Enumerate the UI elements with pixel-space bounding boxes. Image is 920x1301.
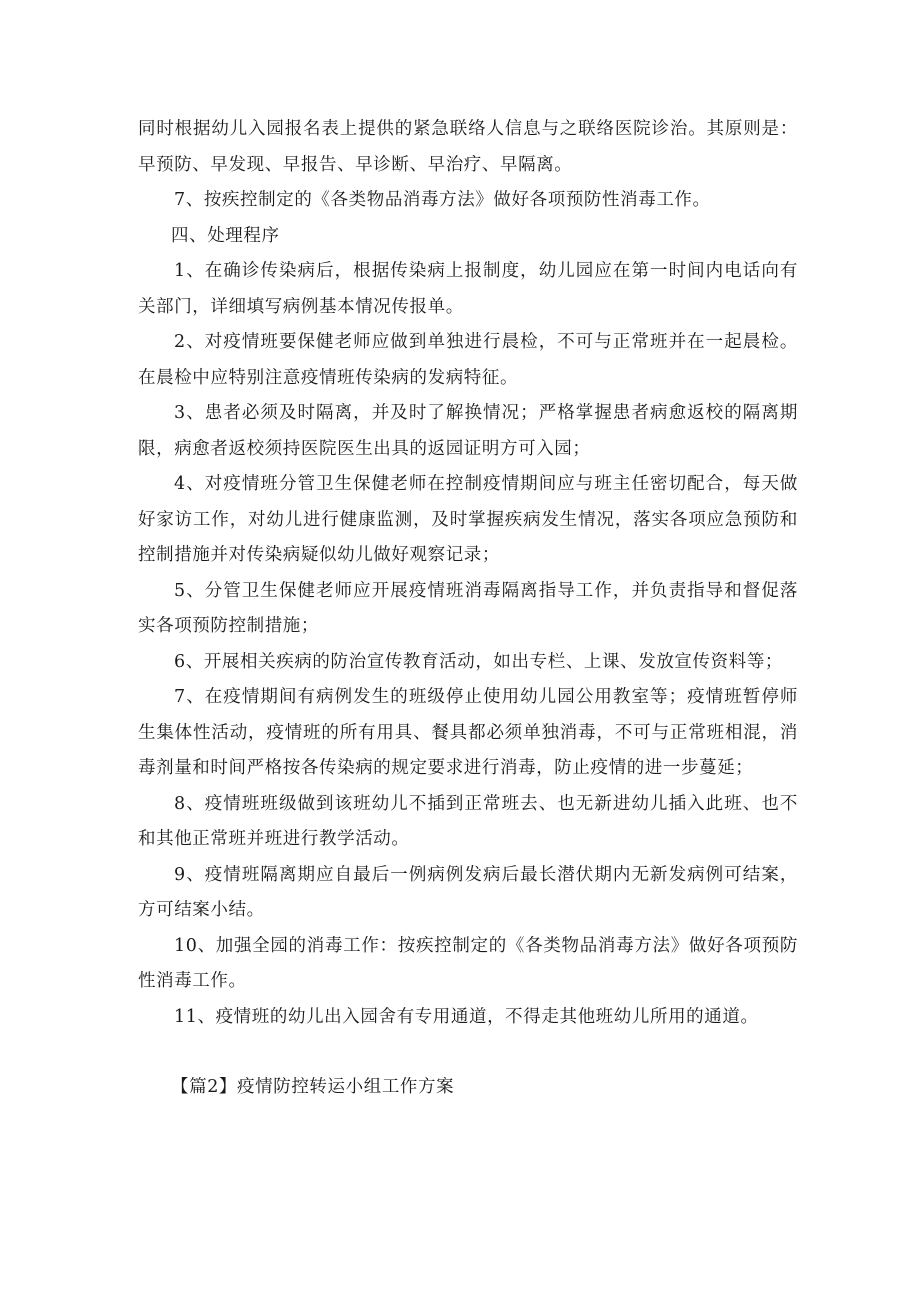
paragraph-step-3: 3、患者必须及时隔离，并及时了解换情况；严格掌握患者病愈返校的隔离期限，病愈者返校须持医院医生出具的返园证明方可入园；	[138, 403, 798, 459]
paragraph-step-11: 11、疫情班的幼儿出入园舍有专用通道，不得走其他班幼儿所用的通道。	[174, 1006, 759, 1027]
paragraph-step-9: 9、疫情班隔离期应自最后一例病例发病后最长潜伏期内无新发病例可结案，方可结案小结。	[138, 864, 798, 920]
section-title: 【篇2】疫情防控转运小组工作方案	[171, 1077, 455, 1097]
paragraph-step-7: 7、在疫情期间有病例发生的班级停止使用幼儿园公用教室等；疫情班暂停师生集体性活动，疫情班的所有用具、餐具都必须单独消毒，不可与正常班相混，消毒剂量和时间严格按各传染病的规定要求进行消毒，防止疫情的进一步蔓延；	[138, 687, 798, 778]
section-heading-procedure: 四、处理程序	[171, 225, 280, 246]
paragraph-step-10: 10、加强全园的消毒工作：按疾控制定的《各类物品消毒方法》做好各项预防性消毒工作。	[138, 935, 798, 991]
paragraph-step-4: 4、对疫情班分管卫生保健老师在控制疫情期间应与班主任密切配合，每天做好家访工作，对幼儿进行健康监测，及时掌握疾病发生情况，落实各项应急预防和控制措施并对传染病疑似幼儿做好观察记录；	[138, 474, 798, 565]
document-body	[138, 112, 798, 1106]
paragraph-item-7-disinfection: 7、按疾控制定的《各类物品消毒方法》做好各项预防性消毒工作。	[174, 190, 711, 210]
paragraph-step-8: 8、疫情班班级做到该班幼儿不插到正常班去、也无新进幼儿插入此班、也不和其他正常班并班进行教学活动。	[138, 793, 798, 849]
paragraph-step-1: 1、在确诊传染病后，根据传染病上报制度，幼儿园应在第一时间内电话向有关部门，详细填写病例基本情况传报单。	[138, 261, 798, 317]
paragraph-step-6: 6、开展相关疾病的防治宣传教育活动，如出专栏、上课、发放宣传资料等；	[174, 651, 784, 672]
paragraph-step-5: 5、分管卫生保健老师应开展疫情班消毒隔离指导工作，并负责指导和督促落实各项预防控制措施；	[138, 580, 798, 636]
paragraph-step-2: 2、对疫情班要保健老师应做到单独进行晨检，不可与正常班并在一起晨检。在晨检中应特别注意疫情班传染病的发病特征。	[138, 332, 798, 388]
blank-line	[138, 1035, 798, 1070]
paragraph-continuation: 同时根据幼儿入园报名表上提供的紧急联络人信息与之联络医院诊治。其原则是：早预防、早发现、早报告、早诊断、早治疗、早隔离。	[138, 119, 798, 175]
